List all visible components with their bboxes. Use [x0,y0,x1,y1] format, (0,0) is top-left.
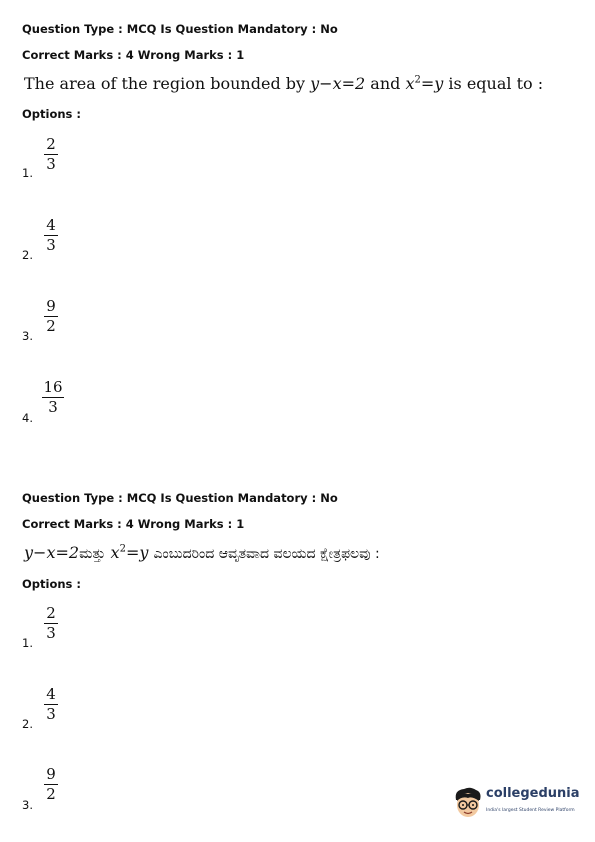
question-text [24,74,543,93]
fraction-denominator: 3 [46,155,56,173]
option-number: 3. [22,329,33,343]
fraction-denominator: 2 [46,785,56,803]
question-text-kannada [24,543,380,562]
student-face-icon [452,786,484,822]
fraction-numerator: 2 [46,135,56,153]
equation-parabola-rest: =y [125,543,149,562]
question-text-suffix: is equal to : [443,74,544,93]
option-fraction[interactable] [44,686,58,723]
option-number: 1. [22,636,33,650]
option-number: 1. [22,166,33,180]
option-fraction[interactable] [42,379,64,416]
fraction-numerator: 9 [46,297,56,315]
kannada-question-rest: ಎಂಬುದರಿಂದ ಆವೃತವಾದ ವಲಯದ ಕ್ಷೇತ್ರಫಲವು : [153,546,380,562]
question-text-mid: and [365,74,406,93]
question-text-prefix: The area of the region bounded by [24,74,311,93]
option-number: 2. [22,717,33,731]
options-heading: Options : [22,577,81,591]
option-number: 3. [22,798,33,812]
fraction-numerator: 4 [46,685,56,703]
equation-exponent: 2 [414,74,421,86]
fraction-denominator: 3 [46,705,56,723]
option-fraction[interactable] [44,605,58,642]
kannada-and: ಮತ್ತು [79,546,106,562]
fraction-numerator: 9 [46,765,56,783]
fraction-denominator: 2 [46,317,56,335]
option-fraction[interactable] [44,136,58,173]
equation-parabola-var: x [110,543,120,562]
equation-parabola-rest: =y [420,74,444,93]
equation-parabola-var: x [405,74,415,93]
equation-line: y−x=2 [24,543,80,562]
fraction-numerator: 2 [46,604,56,622]
option-fraction[interactable] [44,766,58,803]
question-type-line: Question Type : MCQ Is Question Mandatory : No [22,22,338,36]
question-type-line: Question Type : MCQ Is Question Mandatory : No [22,491,338,505]
equation-line: y−x=2 [310,74,366,93]
marks-line: Correct Marks : 4 Wrong Marks : 1 [22,517,245,531]
option-number: 2. [22,248,33,262]
options-heading: Options : [22,107,81,121]
option-fraction[interactable] [44,217,58,254]
option-number: 4. [22,411,33,425]
logo-tagline: India's largest Student Review Platform [486,808,575,813]
fraction-denominator: 3 [46,624,56,642]
fraction-denominator: 3 [48,398,58,416]
collegedunia-logo[interactable] [452,786,587,826]
logo-wordmark: collegedunia [486,786,580,801]
fraction-denominator: 3 [46,236,56,254]
equation-exponent: 2 [119,543,126,555]
fraction-numerator: 16 [43,378,63,396]
fraction-numerator: 4 [46,216,56,234]
marks-line: Correct Marks : 4 Wrong Marks : 1 [22,48,245,62]
option-fraction[interactable] [44,298,58,335]
